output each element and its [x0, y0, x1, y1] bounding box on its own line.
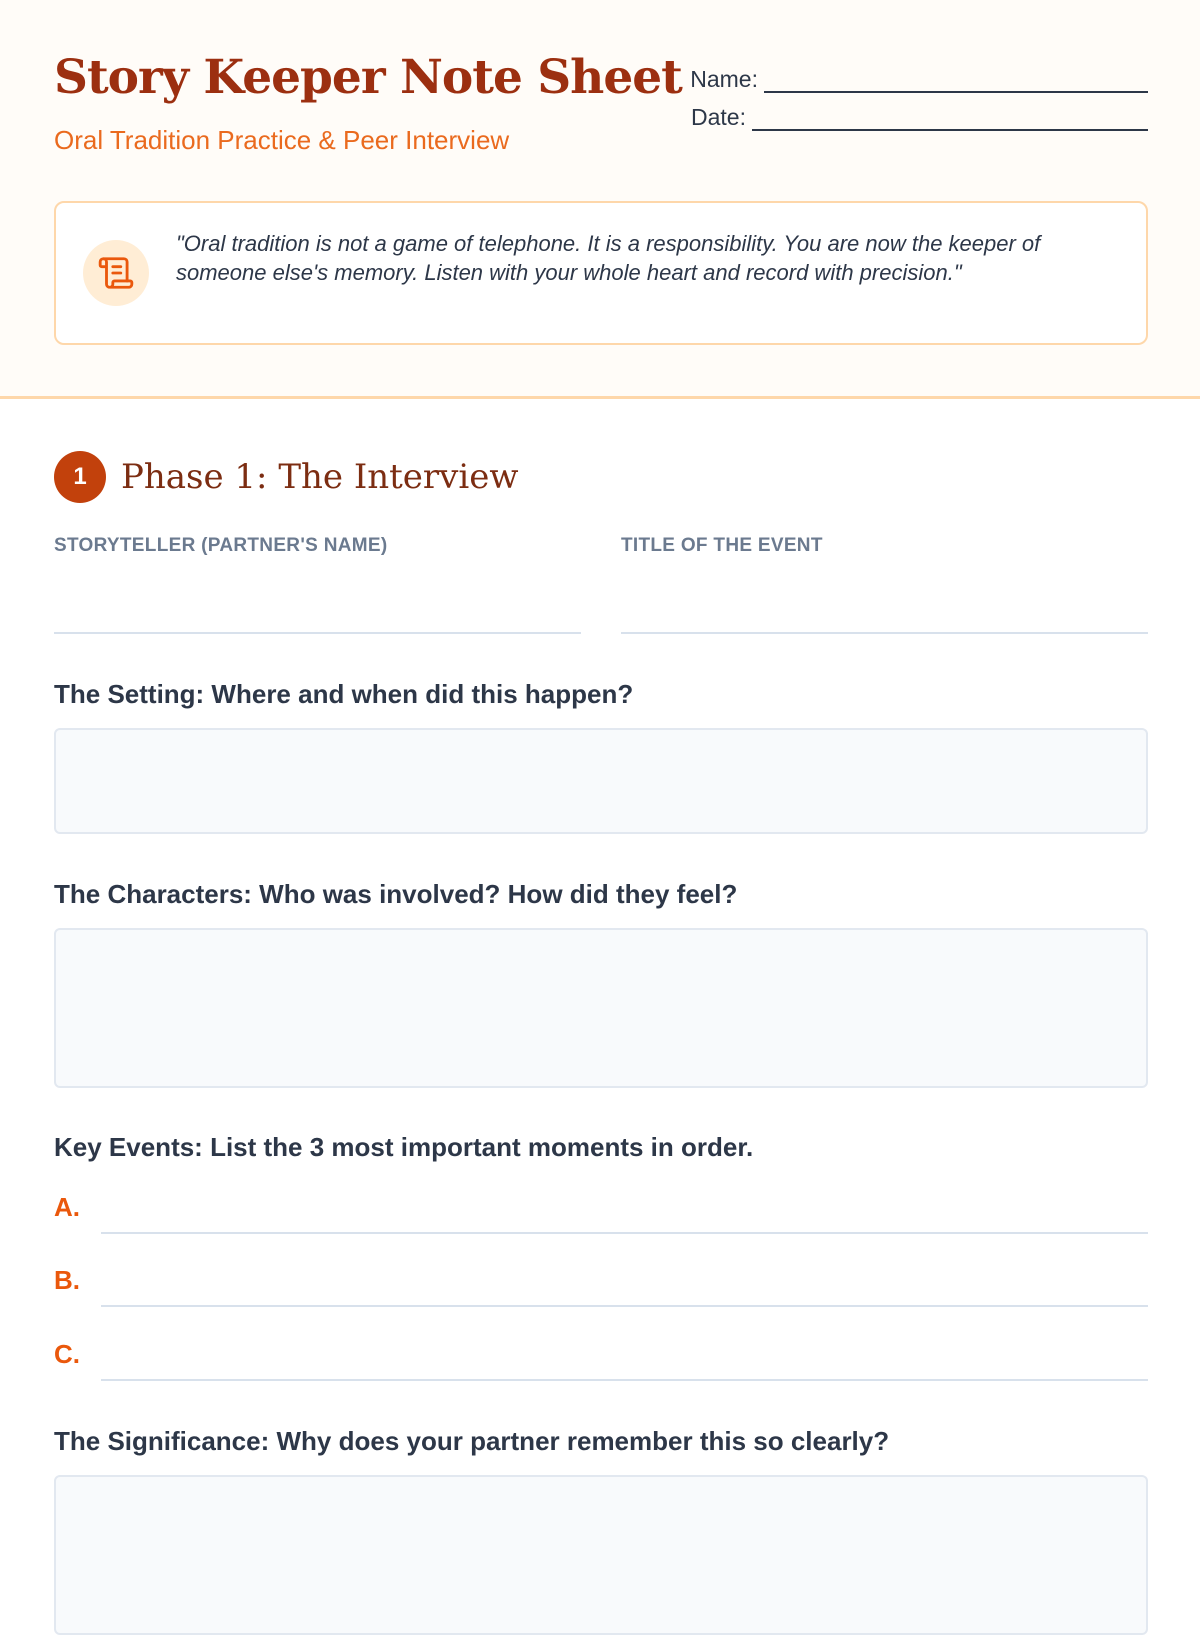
setting-question: The Setting: Where and when did this happen? [54, 679, 634, 709]
event-letter-b: B. [54, 1265, 80, 1295]
key-events-question: Key Events: List the 3 most important moments in order. [54, 1132, 754, 1162]
quote-box [54, 201, 1148, 345]
setting-answer-box[interactable] [54, 728, 1148, 834]
date-field[interactable] [752, 105, 1148, 131]
phase-number-badge: 1 [54, 451, 106, 503]
event-title-label: TITLE OF THE EVENT [621, 535, 823, 556]
event-title-field[interactable] [621, 632, 1148, 634]
event-line-a[interactable] [101, 1232, 1148, 1234]
worksheet-header [0, 0, 1200, 399]
date-label: Date: [691, 104, 746, 130]
characters-answer-box[interactable] [54, 928, 1148, 1088]
name-row [690, 55, 1148, 93]
student-info [690, 55, 1148, 131]
event-line-c[interactable] [101, 1379, 1148, 1381]
storyteller-label: STORYTELLER (PARTNER'S NAME) [54, 535, 388, 556]
date-row [690, 93, 1148, 131]
name-label: Name: [690, 66, 758, 92]
storyteller-field[interactable] [54, 632, 581, 634]
phase-title: Phase 1: The Interview [121, 457, 519, 497]
event-letter-a: A. [54, 1192, 80, 1222]
quote-text: "Oral tradition is not a game of telephone. It is a responsibility. You are now the keeper of someone else's memory. Listen with your whole heart and record with precision." [176, 231, 1041, 285]
scroll-icon [83, 240, 149, 306]
phase-heading [54, 451, 519, 503]
name-field[interactable] [764, 67, 1148, 93]
significance-question: The Significance: Why does your partner remember this so clearly? [54, 1426, 890, 1456]
significance-answer-box[interactable] [54, 1475, 1148, 1635]
characters-question: The Characters: Who was involved? How did they feel? [54, 879, 738, 909]
event-letter-c: C. [54, 1339, 80, 1369]
event-line-b[interactable] [101, 1305, 1148, 1307]
page-title: Story Keeper Note Sheet [54, 50, 682, 105]
page-subtitle: Oral Tradition Practice & Peer Interview [54, 125, 510, 155]
